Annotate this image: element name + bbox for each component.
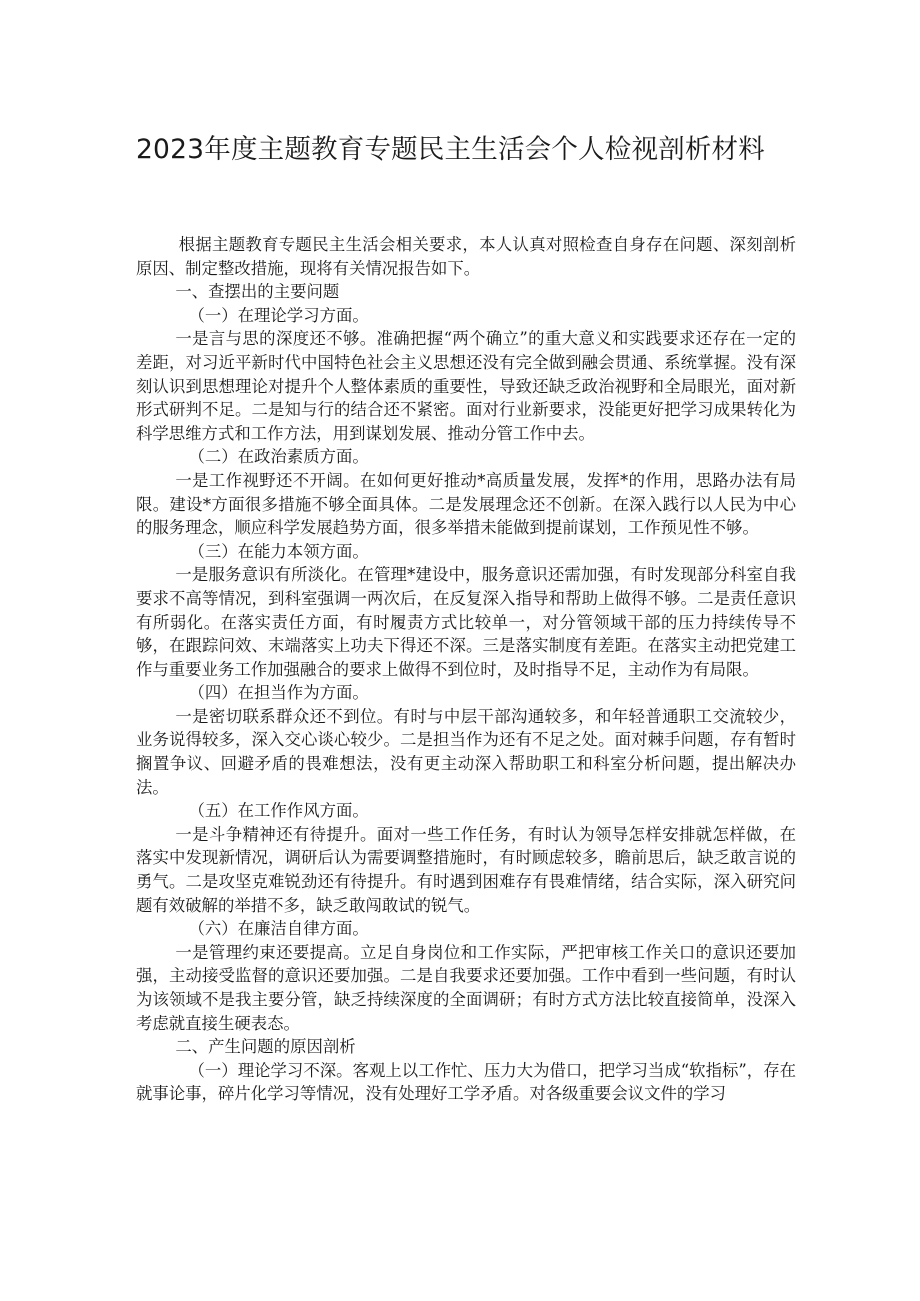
section-1-heading: 一、查摆出的主要问题 bbox=[175, 282, 340, 302]
section-2-heading: 二、产生问题的原因剖析 bbox=[175, 1037, 356, 1057]
section-2-item-1: （一）理论学习不深。客观上以工作忙、压力大为借口，把学习当成“软指标”，存在就事论事，碎片化学习等情况，没有处理好工学矛盾。对各级重要会议文件的学习 bbox=[136, 1060, 796, 1104]
section-1-item-3-text: 一是服务意识有所淡化。在管理*建设中，服务意识还需加强，有时发现部分科室自我要求不高等情况，到科室强调一两次后，在反复深入指导和帮助上做得不够。二是责任意识有所弱化。在落实责任方面，有时履责方式比较单一，对分管领域干部的压力持续传导不够，在跟踪问效、末端落实上功夫下得还不深。三是落实制度有差距。在落实主动把党建工作与重要业务工作加强融合的要求上做得不到位时，及时指导不足，主动作为有局限。 bbox=[136, 565, 796, 679]
section-1-item-6-text: 一是管理约束还要提高。立足自身岗位和工作实际，严把审核工作关口的意识还要加强，主动接受监督的意识还要加强。二是自我要求还要加强。工作中看到一些问题，有时认为该领域不是我主要分管，缺乏持续深度的全面调研；有时方式方法比较直接简单，没深入考虑就直接生硬表态。 bbox=[136, 942, 796, 1033]
section-1-item-2-text: 一是工作视野还不开阔。在如何更好推动*高质量发展，发挥*的作用，思路办法有局限。建设*方面很多措施不够全面具体。二是发展理念还不创新。在深入践行以人民为中心的服务理念，顺应科学发展趋势方面，很多举措未能做到提前谋划，工作预见性不够。 bbox=[136, 470, 796, 538]
document-title: 2023年度主题教育专题民主生活会个人检视剖析材料 bbox=[136, 134, 765, 165]
section-1-item-3-heading: （三）在能力本领方面。 bbox=[188, 541, 369, 561]
document-body bbox=[136, 233, 796, 1106]
section-1-item-5-heading: （五）在工作作风方面。 bbox=[188, 801, 369, 821]
section-1-item-6-heading: （六）在廉洁自律方面。 bbox=[188, 919, 369, 939]
section-1-item-5-text: 一是斗争精神还有待提升。面对一些工作任务，有时认为领导怎样安排就怎样做，在落实中发现新情况，调研后认为需要调整措施时，有时顾虑较多，瞻前思后，缺乏敢言说的勇气。二是攻坚克难锐劲还有待提升。有时遇到困难存有畏难情绪，结合实际，深入研究问题有效破解的举措不多，缺乏敢闯敢试的锐气。 bbox=[136, 824, 796, 915]
section-1-item-1-text: 一是言与思的深度还不够。准确把握“两个确立”的重大意义和实践要求还存在一定的差距，对习近平新时代中国特色社会主义思想还没有完全做到融会贯通、系统掌握。没有深刻认识到思想理论对提升个人整体素质的重要性，导致还缺乏政治视野和全局眼光，面对新形式研判不足。二是知与行的结合还不紧密。面对行业新要求，没能更好把学习成果转化为科学思维方式和工作方法，用到谋划发展、推动分管工作中去。 bbox=[136, 329, 796, 443]
intro-paragraph: 根据主题教育专题民主生活会相关要求，本人认真对照检查自身存在问题、深刻剖析原因、制定整改措施，现将有关情况报告如下。 bbox=[136, 235, 796, 278]
section-1-item-1-heading: （一）在理论学习方面。 bbox=[188, 305, 369, 325]
section-1-item-4-text: 一是密切联系群众还不到位。有时与中层干部沟通较多，和年轻普通职工交流较少，业务说得较多，深入交心谈心较少。二是担当作为还有不足之处。面对棘手问题，存有暂时搁置争议、回避矛盾的畏难想法，没有更主动深入帮助职工和科室分析问题，提出解决办法。 bbox=[136, 706, 796, 797]
section-1-item-4-heading: （四）在担当作为方面。 bbox=[188, 683, 369, 703]
section-1-item-2-heading: （二）在政治素质方面。 bbox=[188, 447, 369, 467]
